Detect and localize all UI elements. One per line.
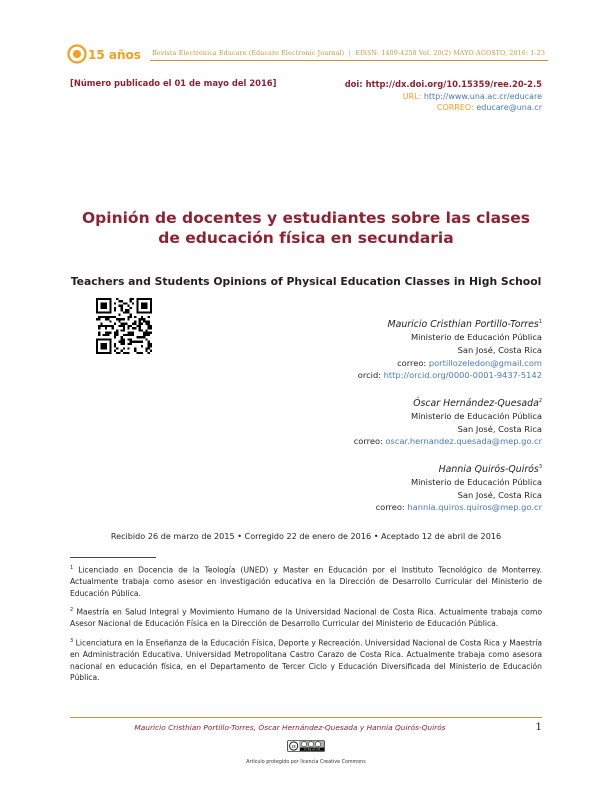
author-entry xyxy=(242,461,542,514)
footnote-number: 3 xyxy=(70,638,74,645)
footer-authors: Mauricio Cristhian Portillo-Torres, Óscar Hernández-Quesada y Hannia Quirós-Quirós xyxy=(134,723,446,732)
footnote-number: 1 xyxy=(70,565,74,571)
url-label: URL: xyxy=(402,92,422,101)
logo-sun-icon xyxy=(73,50,81,58)
author-email-label: correo: xyxy=(375,502,405,513)
authors-block xyxy=(242,316,542,527)
cc-nc-icon xyxy=(308,742,313,747)
footnote-text: Licenciado en Docencia de la Teología (UNED) y Master en Educación por el Instituto Tecnológico de Monterrey. Actualmente trabaja como asesor en investigación educativa en la Dirección de Desarrollo Curricular del Ministerio de Educación Pública. xyxy=(70,565,542,598)
publication-note: [Número publicado el 01 de mayo del 2016] xyxy=(70,78,277,88)
footnote-divider xyxy=(70,557,156,558)
author-email-link[interactable]: portillozeledon@gmail.com xyxy=(428,357,542,368)
author-location: San José, Costa Rica xyxy=(457,489,542,500)
url-link[interactable]: http://www.una.ac.cr/educare xyxy=(423,92,542,101)
issn-volume: EISSN: 1409-4258 Vol. 20(2) MAYO-AGOSTO, 2016: 1-23 xyxy=(355,50,546,57)
svg-text:cc: cc xyxy=(291,744,296,749)
article-title-spanish xyxy=(70,208,542,248)
qr-code-icon[interactable] xyxy=(96,298,152,354)
url-line xyxy=(403,92,542,101)
footnote-text: Maestría en Salud Integral y Movimiento Humano de la Universidad Nacional de Costa Rica. Actualmente trabaja como Asesor Nacional de Educación Física en la Dirección de Desarrollo Curricular del Ministerio de Educación Pública. xyxy=(70,607,542,629)
title-line-2: de educación física en secundaria xyxy=(158,229,454,247)
footnotes xyxy=(70,563,542,690)
author-institution: Ministerio de Educación Pública xyxy=(410,477,542,488)
author-institution: Ministerio de Educación Pública xyxy=(410,411,542,422)
author-entry xyxy=(242,395,542,448)
title-line-1: Opinión de docentes y estudiantes sobre las clases xyxy=(81,209,530,227)
footnote xyxy=(70,563,542,599)
email-label: CORREO: xyxy=(436,103,474,112)
cc-by-icon xyxy=(301,742,306,747)
author-sup: 3 xyxy=(538,463,542,470)
journal-logo xyxy=(66,43,162,65)
footnote xyxy=(70,636,542,684)
author-entry xyxy=(242,316,542,382)
author-email-label: correo: xyxy=(397,357,427,368)
author-email-link[interactable]: oscar.hernandez.quesada@mep.go.cr xyxy=(385,436,542,447)
author-location: San José, Costa Rica xyxy=(457,423,542,434)
logo-text: 15 años xyxy=(88,48,141,62)
cc-badge-text: cc by nc nd xyxy=(303,747,321,752)
author-email-link[interactable]: hannia.quiros.quiros@mep.go.cr xyxy=(407,502,542,513)
author-sup: 2 xyxy=(538,397,542,404)
author-orcid-label: orcid: xyxy=(357,370,382,381)
author-institution: Ministerio de Educación Pública xyxy=(410,332,542,343)
footnote-number: 2 xyxy=(70,607,74,614)
submission-dates: Recibido 26 de marzo de 2015 • Corregido 22 de enero de 2016 • Aceptado 12 de abril de 2016 xyxy=(110,531,502,541)
author-name: Hannia Quirós-Quirós xyxy=(438,463,539,475)
journal-header-line: Revista Electrónica Educare (Educare Electronic Journal) | EISSN: 1409-4258 Vol. 20(2) MAYO-AGOSTO, 2016: 1-23 xyxy=(152,50,546,57)
author-name: Mauricio Cristhian Portillo-Torres xyxy=(387,318,539,330)
email-line xyxy=(437,103,542,112)
journal-name: Revista Electrónica Educare (Educare Electronic Journal) xyxy=(152,50,345,57)
author-sup: 1 xyxy=(538,319,542,325)
creative-commons-badge-icon[interactable] xyxy=(287,740,325,752)
author-orcid-link[interactable]: http://orcid.org/0000-0001-9437-5142 xyxy=(383,370,542,381)
email-link[interactable]: educare@una.cr xyxy=(476,103,542,112)
footer-divider xyxy=(70,717,542,718)
cc-nd-icon xyxy=(315,742,320,747)
author-location: San José, Costa Rica xyxy=(457,344,542,355)
article-title-english: Teachers and Students Opinions of Physical Education Classes in High School xyxy=(70,275,542,288)
footnote-text: Licenciatura en la Enseñanza de la Educación Física, Deporte y Recreación. Universidad Nacional de Costa Rica y Maestría en Administración Educativa. Universidad Metropolitana Castro Carazo de Costa Rica. Actualmente trabaja como asesora nacional en educación física, en el Departamento de Tercer Ciclo y Educación Diversificada del Ministerio de Educación Pública. xyxy=(70,638,542,683)
page-number: 1 xyxy=(535,721,542,733)
author-email-label: correo: xyxy=(353,436,383,447)
author-name: Óscar Hernández-Quesada xyxy=(413,397,539,409)
doi-link[interactable]: doi: http://dx.doi.org/10.15359/ree.20-2.5 xyxy=(344,79,542,89)
footnote xyxy=(70,605,542,630)
license-text: Artículo protegido por licencia Creative Commons xyxy=(246,760,366,765)
header-divider xyxy=(150,60,548,61)
